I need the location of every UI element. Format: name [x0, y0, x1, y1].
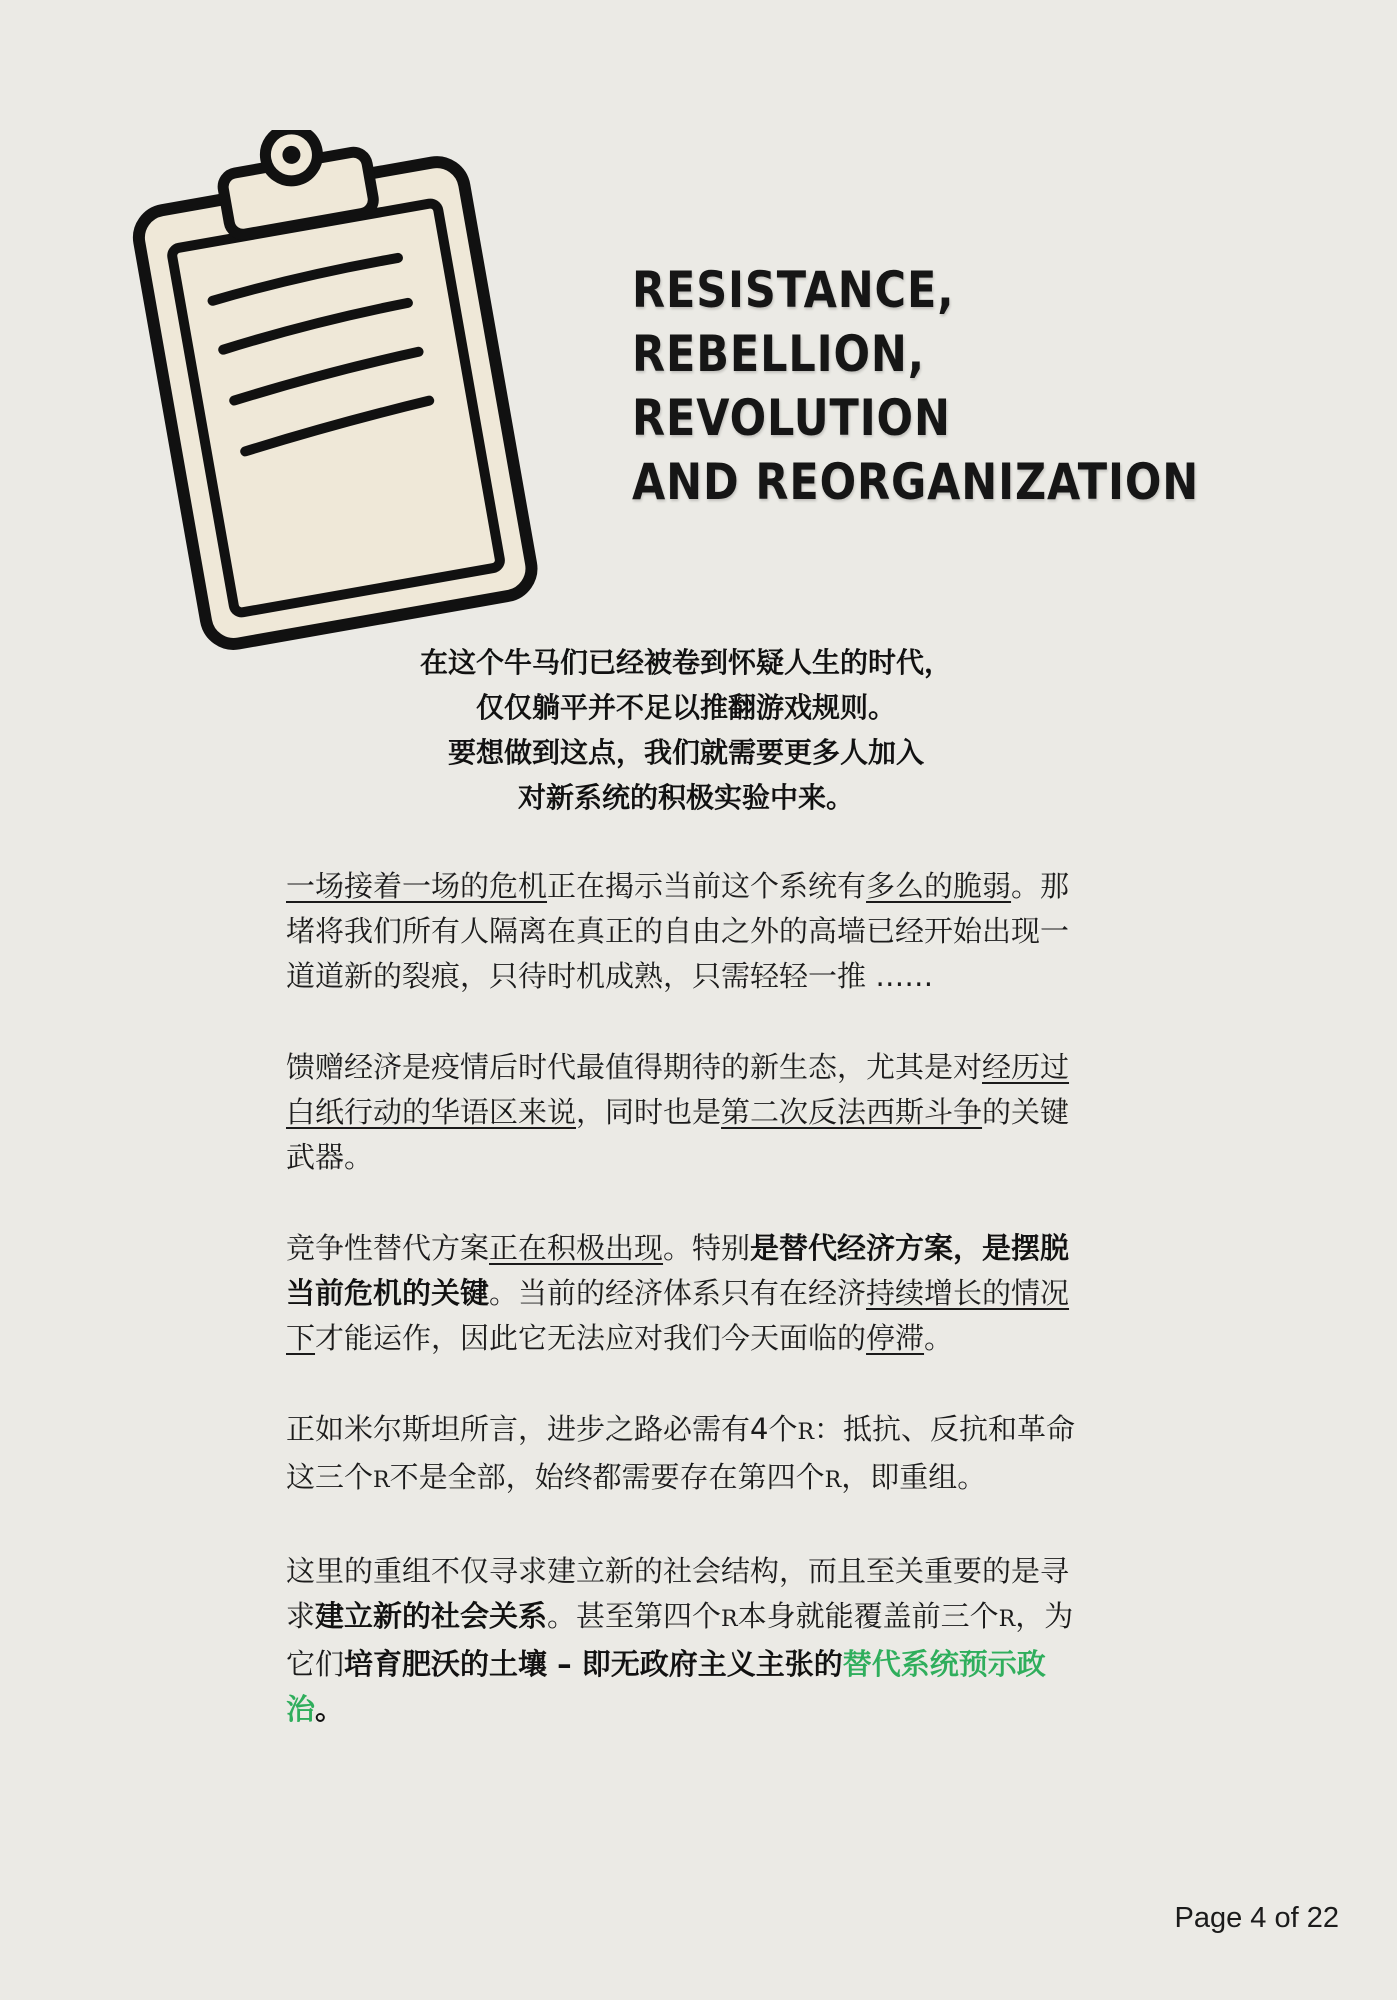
text: ：抵抗、反抗和革命这三个	[286, 1412, 1076, 1494]
paragraph-reorganization	[286, 1549, 1092, 1732]
link-white-paper[interactable]: 经历过白纸行动的华语区来说	[286, 1050, 1070, 1129]
text: 。那堵将我们所有人隔离在真正的自由之外的高墙已经开始出现一道道新的裂痕，只待时机成熟，只需轻轻一推 ……	[286, 869, 1070, 993]
bold-text: 是替代经济方案，是摆脱当前危机的关键	[286, 1231, 1070, 1310]
title-line: AND REORGANIZATION	[632, 453, 1200, 511]
paragraph-crisis	[286, 864, 1092, 999]
bold-text: 培育肥沃的土壤 – 即无政府主义主张的	[344, 1647, 843, 1681]
paragraph-four-r	[286, 1407, 1092, 1503]
page-title	[632, 258, 1200, 514]
r-letter: R	[998, 1607, 1016, 1632]
title-line: REBELLION,	[632, 325, 925, 383]
text: 正在揭示当前这个系统有	[547, 869, 867, 903]
bold-text: 建立新的社会关系	[315, 1599, 548, 1633]
intro-line: 在这个牛马们已经被卷到怀疑人生的时代，	[419, 646, 952, 679]
intro-line: 对新系统的积极实验中来。	[517, 781, 854, 814]
link-growth[interactable]: 持续增长的情况下	[286, 1276, 1070, 1355]
r-letter: R	[373, 1468, 390, 1493]
text: 才能运作，因此它无法应对我们今天面临的	[315, 1321, 867, 1355]
text: 。特别	[663, 1231, 751, 1265]
text: 正如米尔斯坦所言，进步之路必需有4个	[286, 1412, 798, 1446]
r-letter: R	[797, 1420, 815, 1445]
title-line: REVOLUTION	[632, 389, 951, 447]
r-letter: R	[824, 1468, 842, 1493]
intro-block	[286, 640, 1086, 820]
clipboard-icon	[130, 130, 550, 650]
text: 。甚至第四个	[547, 1599, 722, 1633]
paragraph-gift-economy	[286, 1045, 1092, 1180]
text: 的关键武器。	[286, 1095, 1070, 1174]
text: 。	[924, 1321, 954, 1355]
text: 馈赠经济是疫情后时代最值得期待的新生态，尤其是对	[286, 1050, 983, 1084]
page-number: Page 4 of 22	[1174, 1902, 1339, 1934]
text: 。	[315, 1692, 345, 1726]
text: ，即重组。	[841, 1460, 987, 1494]
text: 。当前的经济体系只有在经济	[489, 1276, 867, 1310]
body-text	[286, 864, 1092, 1778]
intro-line: 仅仅躺平并不足以推翻游戏规则。	[475, 691, 896, 724]
link-stagnation[interactable]: 停滞	[866, 1321, 925, 1355]
link-fragile[interactable]: 多么的脆弱	[866, 869, 1012, 903]
link-emerging[interactable]: 正在积极出现	[489, 1231, 664, 1265]
r-letter: R	[721, 1607, 738, 1632]
text: 不是全部，始终都需要存在第四个	[389, 1460, 825, 1494]
text: ，同时也是	[576, 1095, 722, 1129]
paragraph-alternatives	[286, 1226, 1092, 1361]
highlight-prefigurative: 替代系统预示政治	[286, 1647, 1046, 1726]
text: 这里的重组不仅寻求建立新的社会结构，而且至关重要的是寻求	[286, 1554, 1070, 1633]
intro-line: 要想做到这点，我们就需要更多人加入	[447, 736, 924, 769]
text: ，为它们	[286, 1599, 1074, 1681]
title-line: RESISTANCE,	[632, 261, 955, 319]
link-crises[interactable]: 一场接着一场的危机	[286, 869, 548, 903]
text: 本身就能覆盖前三个	[737, 1599, 999, 1633]
link-antifascist[interactable]: 第二次反法西斯斗争	[721, 1095, 983, 1129]
text: 竞争性替代方案	[286, 1231, 490, 1265]
